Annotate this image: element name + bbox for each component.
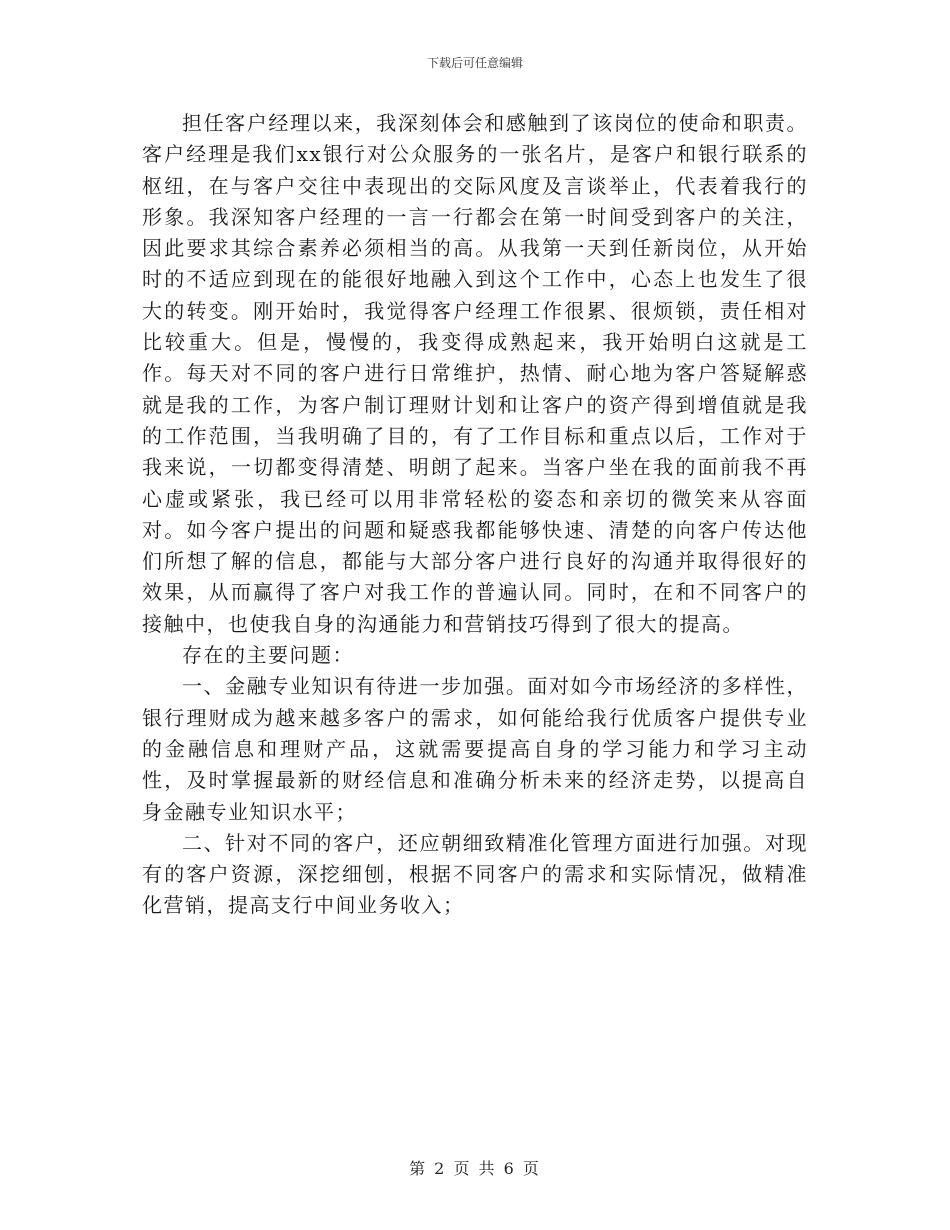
document-body	[142, 108, 808, 922]
paragraph-problem-two: 二、针对不同的客户，还应朝细致精准化管理方面进行加强。对现有的客户资源，深挖细刨，根据不同客户的需求和实际情况，做精准化营销，提高支行中间业务收入；	[142, 830, 808, 918]
page-number: 第 2 页 共 6 页	[409, 1159, 541, 1178]
paragraph-role-reflection: 担任客户经理以来，我深刻体会和感触到了该岗位的使命和职责。客户经理是我们xx银行对公众服务的一张名片，是客户和银行联系的枢纽，在与客户交往中表现出的交际风度及言谈举止，代表着我行的形象。我深知客户经理的一言一行都会在第一时间受到客户的关注，因此要求其综合素养必须相当的高。从我第一天到任新岗位，从开始时的不适应到现在的能很好地融入到这个工作中，心态上也发生了很大的转变。刚开始时，我觉得客户经理工作很累、很烦锁，责任相对比较重大。但是，慢慢的，我变得成熟起来，我开始明白这就是工作。每天对不同的客户进行日常维护，热情、耐心地为客户答疑解惑就是我的工作，为客户制订理财计划和让客户的资产得到增值就是我的工作范围，当我明确了目的，有了工作目标和重点以后，工作对于我来说，一切都变得清楚、明朗了起来。当客户坐在我的面前我不再心虚或紧张，我已经可以用非常轻松的姿态和亲切的微笑来从容面对。如今客户提出的问题和疑惑我都能够快速、清楚的向客户传达他们所想了解的信息，都能与大部分客户进行良好的沟通并取得很好的效果，从而赢得了客户对我工作的普遍认同。同时，在和不同客户的接触中，也使我自身的沟通能力和营销技巧得到了很大的提高。	[142, 111, 808, 636]
paragraph-problem-one: 一、金融专业知识有待进一步加强。面对如今市场经济的多样性，银行理财成为越来越多客户的需求，如何能给我行优质客户提供专业的金融信息和理财产品，这就需要提高自身的学习能力和学习主动性，及时掌握最新的财经信息和准确分析未来的经济走势，以提高自身金融专业知识水平；	[142, 674, 808, 824]
page-header-note: 下载后可任意编辑	[426, 56, 523, 70]
paragraph-problems-heading: 存在的主要问题：	[182, 643, 354, 668]
